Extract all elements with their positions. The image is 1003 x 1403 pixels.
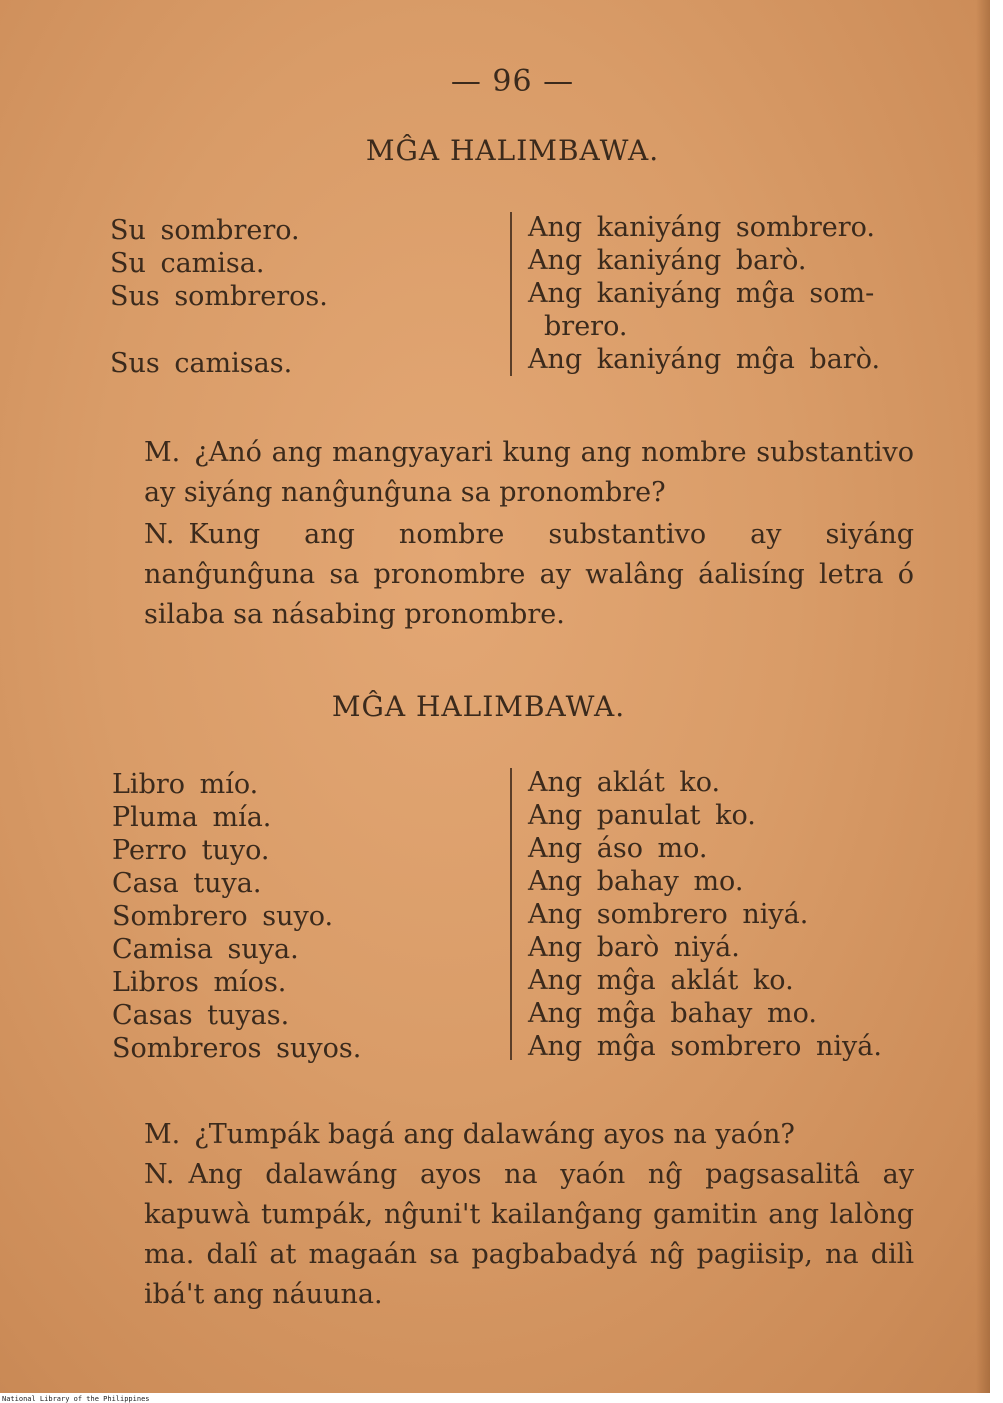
example-line: Ang barò niyá. [528,932,740,963]
example-line: Su camisa. [110,248,265,279]
section-heading-2: MĜA HALIMBAWA. [331,690,626,723]
example-line: Casas tuyas. [112,1000,290,1031]
question-text: ¿Tumpák bagá ang dalawáng ayos na yaón? [194,1119,795,1150]
question-paragraph-1 [110,433,914,513]
tagalog-examples-1 [528,211,880,376]
example-line: Casa tuya. [112,868,262,899]
question-paragraph-2 [110,1115,914,1155]
answer-paragraph-1 [110,515,914,635]
example-line: Ang sombrero niyá. [528,899,809,930]
spanish-examples-2 [112,768,361,1065]
tagalog-examples-2 [528,766,882,1063]
example-line: Perro tuyo. [112,835,270,866]
spanish-examples-1 [110,214,328,380]
example-line: Sombrero suyo. [112,901,334,932]
column-divider [510,768,512,1060]
example-line: Ang mĝa aklát ko. [528,965,794,996]
example-line: Ang kaniyáng barò. [528,245,807,276]
example-line: brero. [544,311,628,342]
example-line: Ang panulat ko. [528,800,756,831]
answer-text: Kung ang nombre substantivo ay siyáng nanĝunĝuna sa pronombre ay walâng áalisíng letra ó silaba sa násabing pronombre. [144,519,914,630]
answer-paragraph-2 [110,1155,914,1315]
column-divider [510,212,512,376]
example-line: Ang áso mo. [528,833,708,864]
example-line: Pluma mía. [112,802,272,833]
answer-text: Ang dalawáng ayos na yaón nĝ pagsasalitâ ay kapuwà tumpák, nĝuni't kailanĝang gamitin ang lalòng ma. dalî at magaán sa pagbabadyá nĝ pagiisip, na dilì ibá't ang náuuna. [144,1159,914,1310]
example-line: Ang mĝa bahay mo. [528,998,817,1029]
example-line: Sus camisas. [110,348,293,379]
example-line: Ang aklát ko. [528,767,721,798]
page-edge-shadow [976,0,990,1393]
example-line: Sombreros suyos. [112,1033,362,1064]
example-line: Libro mío. [112,769,259,800]
question-text: ¿Anó ang mangyayari kung ang nombre substantivo ay siyáng nanĝunĝuna sa pronombre? [144,437,914,508]
example-line: Sus sombreros. [110,281,328,312]
example-line: Ang mĝa sombrero niyá. [528,1031,882,1062]
example-line: Ang kaniyáng sombrero. [528,212,875,243]
speaker-label: N. [144,519,175,550]
speaker-label: M. [144,437,181,468]
page-number: — 96 — [450,64,575,99]
speaker-label: M. [144,1119,181,1150]
footer-credit: National Library of the Philippines [2,1395,150,1403]
example-line: Ang kaniyáng mĝa som- [528,278,875,309]
example-line: Ang bahay mo. [528,866,744,897]
example-line: Libros míos. [112,967,287,998]
example-line: Ang kaniyáng mĝa barò. [528,344,881,375]
example-line: Camisa suya. [112,934,299,965]
example-line: Su sombrero. [110,215,300,246]
speaker-label: N. [144,1159,175,1190]
section-heading-1: MĜA HALIMBAWA. [365,134,660,167]
